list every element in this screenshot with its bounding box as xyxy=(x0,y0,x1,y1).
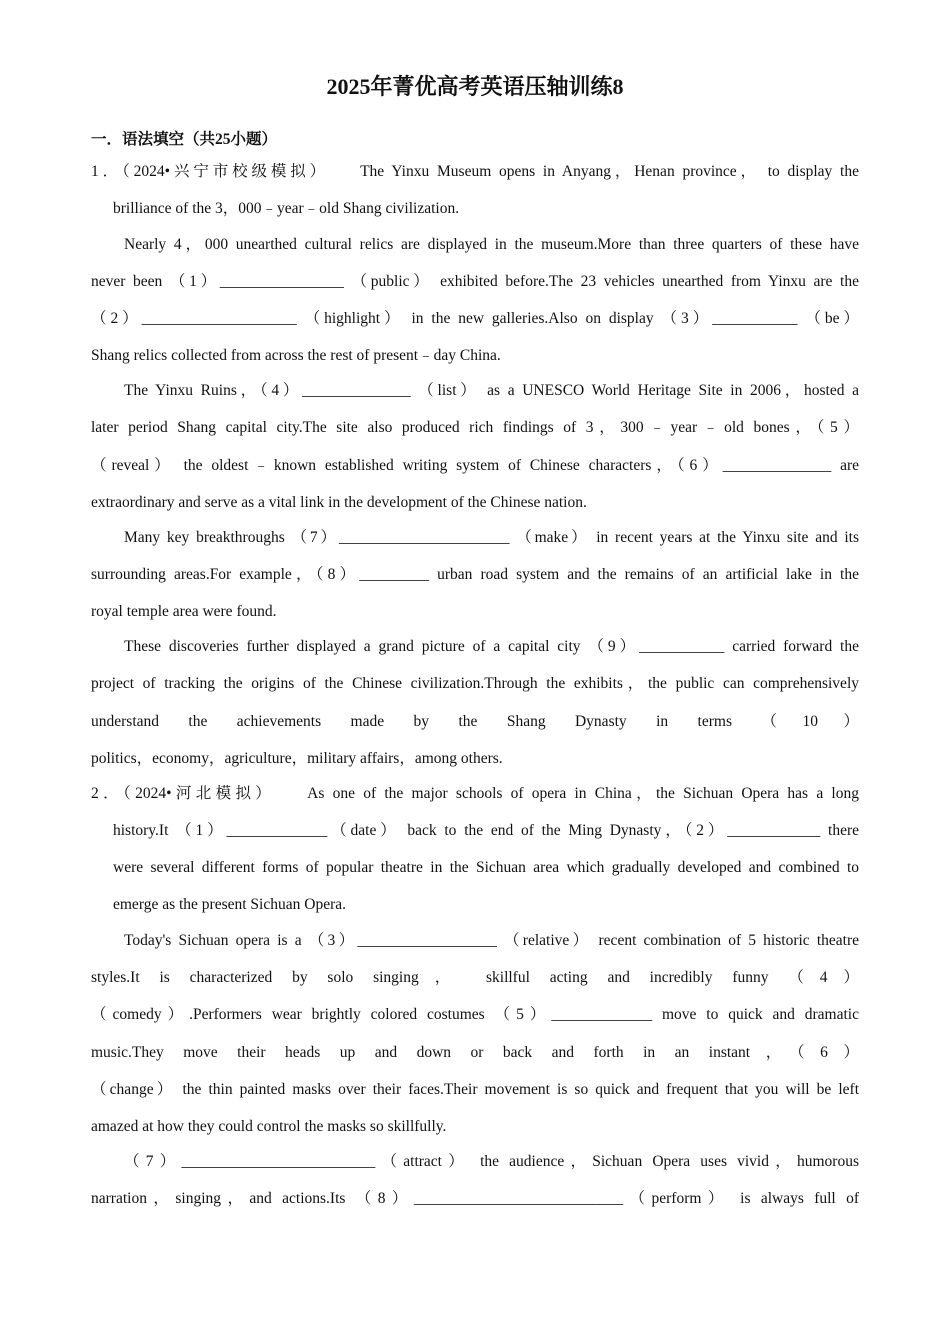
q1-line-4: never been （1）________________ （public） exhibited before.The 23 vehicles unearthed from Yinxu are the xyxy=(91,273,859,290)
q1-line-1: 1．（2024•兴宁市校级模拟） The Yinxu Museum opens in Anyang，Henan province， to display the xyxy=(91,163,859,180)
q2-line-8: music.They move their heads up and down or back and forth in an instant，（6） xyxy=(91,1044,859,1061)
q2-line-4: emerge as the present Sichuan Opera. xyxy=(113,896,346,913)
q2-line-1: 2．（2024•河北模拟） As one of the major schools of opera in China，the Sichuan Opera has a long xyxy=(91,785,859,802)
q1-line-9: （reveal） the oldest﹣known established writing system of Chinese characters，（6）______________ are xyxy=(91,457,859,474)
q2-line-12: narration，singing，and actions.Its （8）___________________________（perform） is always full of xyxy=(91,1190,859,1207)
q1-line-12: surrounding areas.For example，（8）_________ urban road system and the remains of an artificial lake in the xyxy=(91,566,859,583)
q1-line-11: Many key breakthroughs （7）______________________ （make） in recent years at the Yinxu site and its xyxy=(124,529,859,546)
q2-line-11: （7）_________________________（attract） the audience，Sichuan Opera uses vivid，humorous xyxy=(124,1153,859,1170)
q1-line-14: These discoveries further displayed a grand picture of a capital city （9）___________ carried forward the xyxy=(124,638,859,655)
q2-line-3: were several different forms of popular theatre in the Sichuan area which gradually developed and combined to xyxy=(113,859,859,876)
q2-line-9: （change） the thin painted masks over their faces.Their movement is so quick and frequent that you will be left xyxy=(91,1081,859,1098)
q1-line-13: royal temple area were found. xyxy=(91,603,277,620)
q1-line-15: project of tracking the origins of the Chinese civilization.Through the exhibits，the public can comprehensively xyxy=(91,675,859,692)
q1-line-17: politics，economy，agriculture，military affairs，among others. xyxy=(91,750,503,767)
q1-line-6: Shang relics collected from across the rest of present﹣day China. xyxy=(91,347,501,364)
q2-line-5: Today's Sichuan opera is a （3）__________________ （relative） recent combination of 5 historic theatre xyxy=(124,932,859,949)
q2-line-2: history.It （1）_____________（date） back to the end of the Ming Dynasty，（2）____________ there xyxy=(113,822,859,839)
q2-line-7: （comedy）.Performers wear brightly colored costumes （5）_____________ move to quick and dramatic xyxy=(91,1006,859,1023)
q2-line-10: amazed at how they could control the masks so skillfully. xyxy=(91,1118,447,1135)
q1-line-8: later period Shang capital city.The site also produced rich findings of 3，300﹣year﹣old bones，（5） xyxy=(91,419,859,436)
q1-line-7: The Yinxu Ruins，（4）______________ （list） as a UNESCO World Heritage Site in 2006，hosted a xyxy=(124,382,859,399)
section-heading: 一．语法填空（共25小题） xyxy=(91,131,278,148)
q1-line-5: （2）____________________ （highlight） in the new galleries.Also on display （3）___________ （be） xyxy=(91,310,859,327)
q2-line-6: styles.It is characterized by solo singing， skillful acting and incredibly funny （4） xyxy=(91,969,859,986)
q1-line-16: understand the achievements made by the Shang Dynasty in terms （10） xyxy=(91,713,859,730)
q1-line-10: extraordinary and serve as a vital link in the development of the Chinese nation. xyxy=(91,494,587,511)
q1-line-3: Nearly 4，000 unearthed cultural relics are displayed in the museum.More than three quarters of these have xyxy=(124,236,859,253)
q1-line-2: brilliance of the 3，000﹣year﹣old Shang civilization. xyxy=(113,200,460,217)
page-title: 2025年菁优高考英语压轴训练8 xyxy=(326,74,624,99)
